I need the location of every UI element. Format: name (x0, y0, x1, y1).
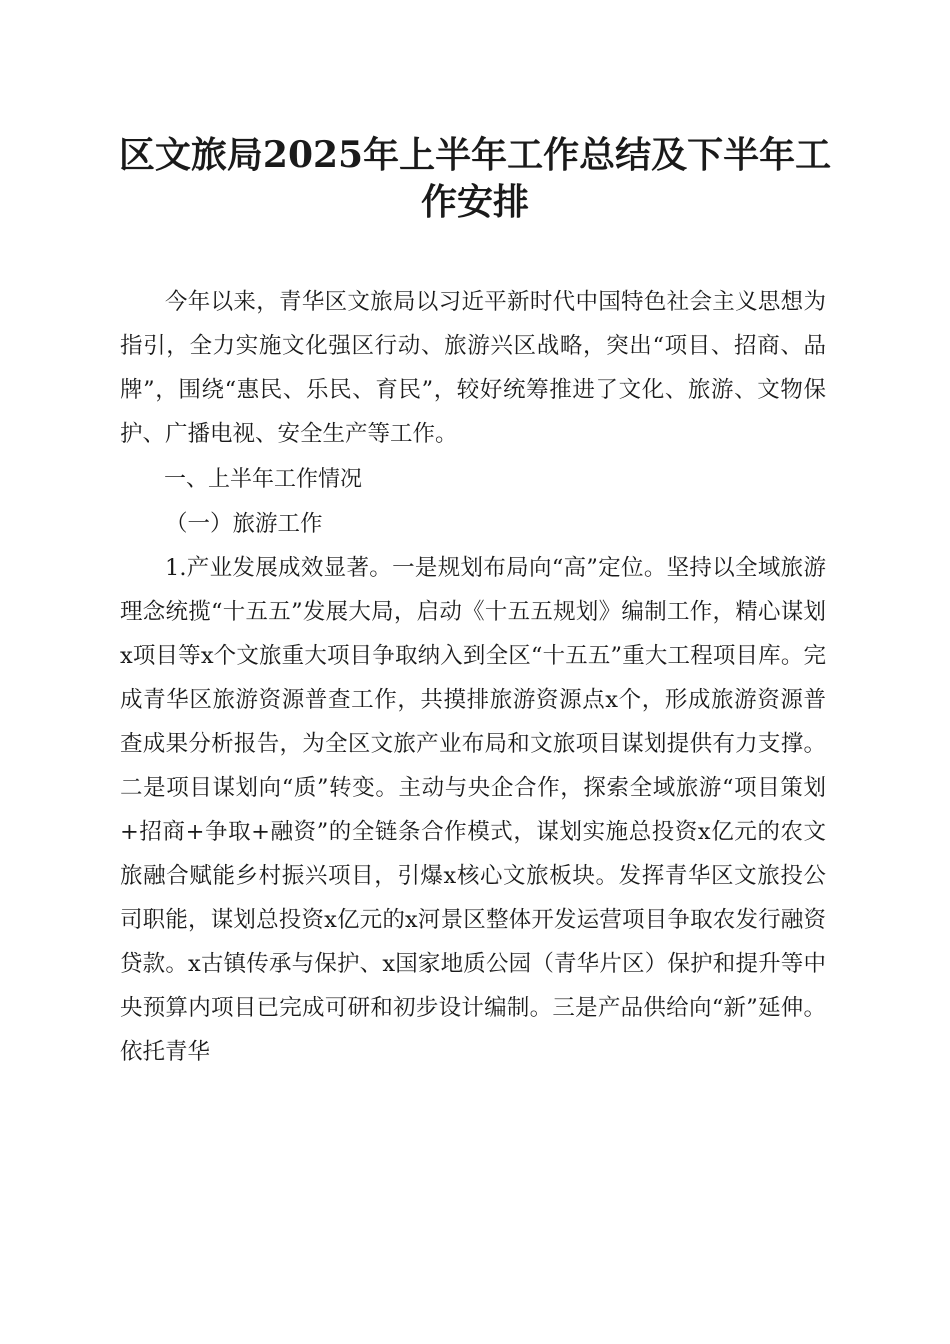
body-paragraph: 1.产业发展成效显著。一是规划布局向“高”定位。坚持以全域旅游理念统揽“十五五”发展大局，启动《十五五规划》编制工作，精心谋划x项目等x个文旅重大项目争取纳入到全区“十五五”重大工程项目库。完成青华区旅游资源普查工作，共摸排旅游资源点x个，形成旅游资源普查成果分析报告，为全区文旅产业布局和文旅项目谋划提供有力支撑。二是项目谋划向“质”转变。主动与央企合作，探索全域旅游“项目策划+招商+争取+融资”的全链条合作模式，谋划实施总投资x亿元的农文旅融合赋能乡村振兴项目，引爆x核心文旅板块。发挥青华区文旅投公司职能，谋划总投资x亿元的x河景区整体开发运营项目争取农发行融资贷款。x古镇传承与保护、x国家地质公园（青华片区）保护和提升等中央预算内项目已完成可研和初步设计编制。三是产品供给向“新”延伸。依托青华 (120, 555, 826, 1065)
intro-paragraph: 今年以来，青华区文旅局以习近平新时代中国特色社会主义思想为指引，全力实施文化强区行动、旅游兴区战略，突出“项目、招商、品牌”，围绕“惠民、乐民、育民”，较好统筹推进了文化、旅游、文物保护、广播电视、安全生产等工作。 (120, 289, 826, 447)
subsection-heading: （一）旅游工作 (165, 511, 323, 537)
document-title: 区文旅局2025年上半年工作总结及下半年工作安排 (118, 134, 832, 223)
document-body (120, 280, 826, 1074)
section-heading: 一、上半年工作情况 (164, 467, 363, 492)
